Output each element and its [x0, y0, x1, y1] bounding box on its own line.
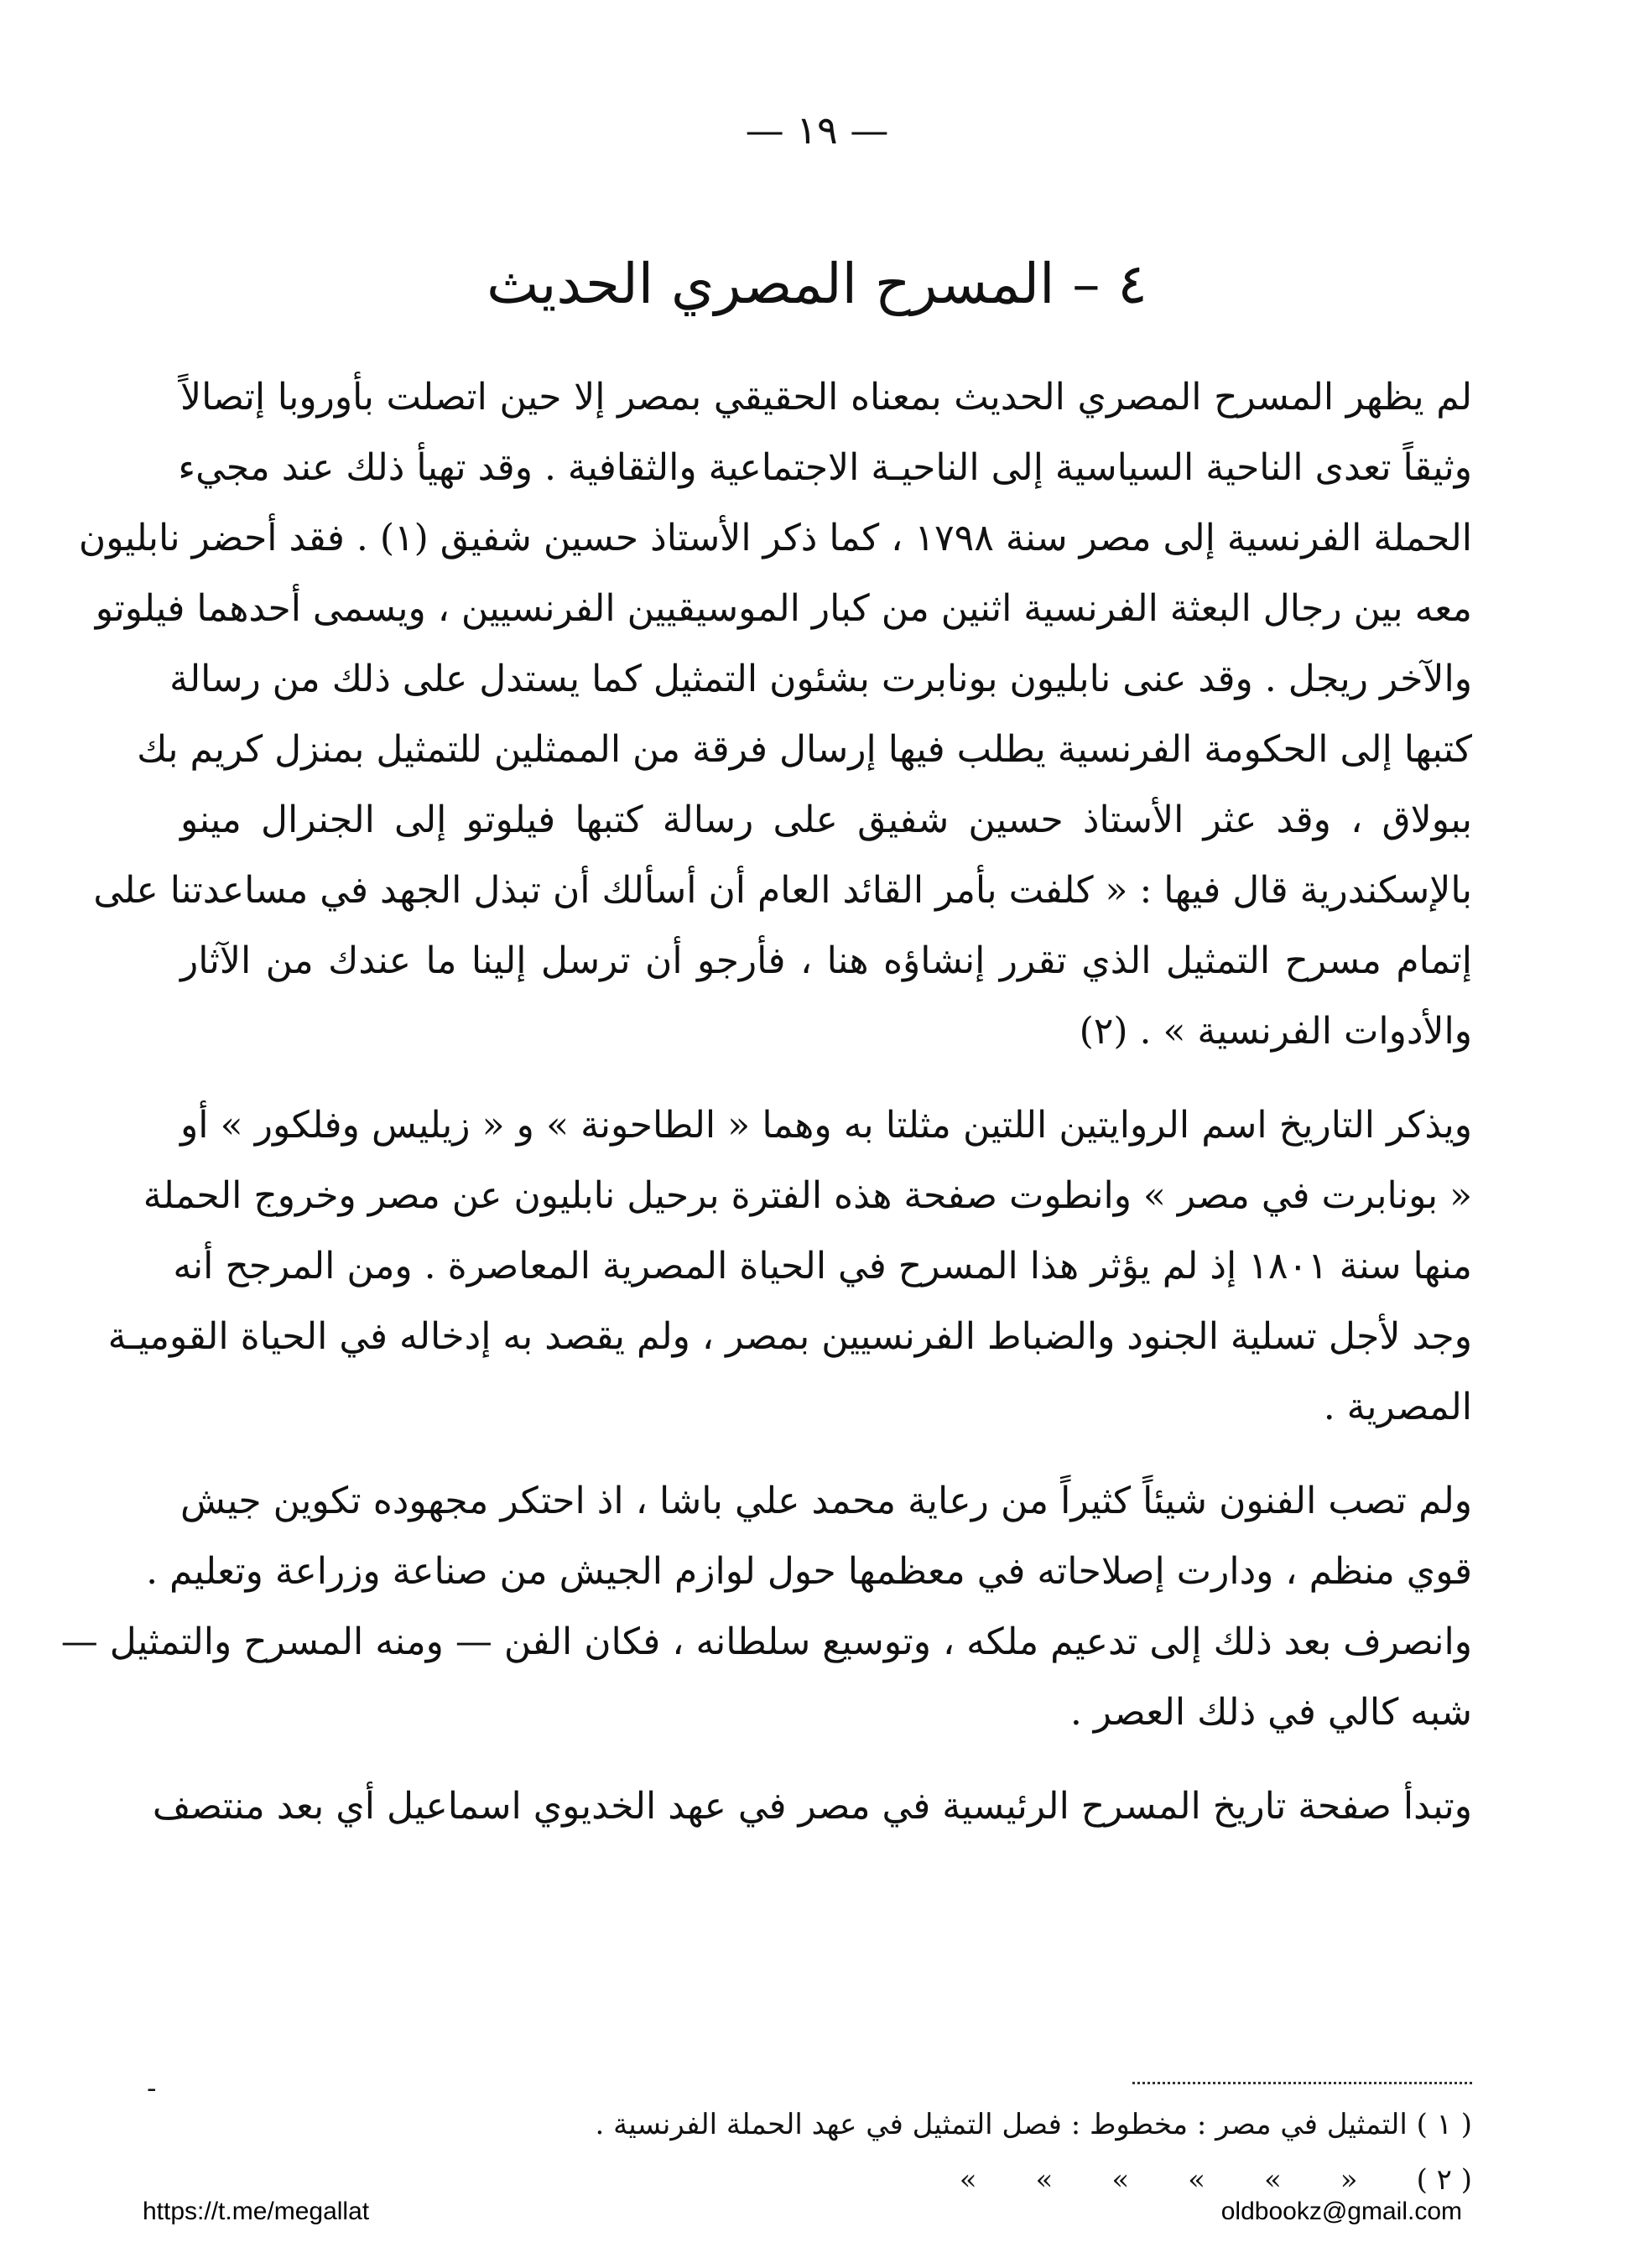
footer-email[interactable]: oldbookz@gmail.com: [1220, 2198, 1462, 2225]
text-line: ببولاق ، وقد عثر الأستاذ حسين شفيق على رسالة كتبها فيلوتو إلى الجنرال مينو: [180, 798, 1472, 841]
text-line: لم يظهر المسرح المصري الحديث بمعناه الحقيقي بمصر إلا حين اتصلت بأوروبا إتصالاً: [180, 376, 1472, 419]
ditto-mark: «: [1340, 2163, 1358, 2197]
margin-mark: -: [147, 2072, 157, 2105]
text-line: كتبها إلى الحكومة الفرنسية يطلب فيها إرسال فرقة من الممثلين للتمثيل بمنزل كريم بك: [137, 728, 1472, 771]
text-line: والأدوات الفرنسية » . (٢): [1079, 1010, 1472, 1053]
ditto-mark: »: [959, 2163, 977, 2197]
ditto-mark: »: [1188, 2163, 1205, 2197]
footnote-2-label: ( ٢ ): [1416, 2163, 1472, 2197]
text-line: وجد لأجل تسلية الجنود والضباط الفرنسيين بمصر ، ولم يقصد به إدخاله في الحياة القوميـة: [107, 1315, 1472, 1358]
text-line: « بونابرت في مصر » وانطوت صفحة هذه الفترة برحيل نابليون عن مصر وخروج الحملة: [143, 1174, 1472, 1217]
text-line: المصرية .: [1323, 1386, 1472, 1428]
text-line: ولم تصب الفنون شيئاً كثيراً من رعاية محمد علي باشا ، اذ احتكر مجهوده تكوين جيش: [180, 1480, 1473, 1522]
ditto-mark: »: [1035, 2163, 1054, 2197]
text-line: وتبدأ صفحة تاريخ المسرح الرئيسية في مصر في عهد الخديوي اسماعيل أي بعد منتصف: [152, 1785, 1472, 1828]
text-line: وثيقاً تعدى الناحية السياسية إلى الناحيـة الاجتماعية والثقافية . وقد تهيأ ذلك عند مجيء: [178, 446, 1472, 489]
ditto-mark: »: [1111, 2163, 1130, 2197]
paragraph-1: [78, 362, 1472, 1067]
text-line: معه بين رجال البعثة الفرنسية اثنين من كبار الموسيقيين الفرنسيين ، ويسمى أحدهما فيلوتو: [95, 587, 1472, 630]
text-line: بالإسكندرية قال فيها : « كلفت بأمر القائد العام أن أسألك أن تبذل الجهد في مساعدتنا على: [93, 869, 1472, 912]
text-line: وانصرف بعد ذلك إلى تدعيم ملكه ، وتوسيع سلطانه ، فكان الفن — ومنه المسرح والتمثيل —: [60, 1620, 1472, 1663]
text-line: إتمام مسرح التمثيل الذي تقرر إنشاؤه هنا ، فأرجو أن ترسل إلينا ما عندك من الآثار: [180, 939, 1472, 982]
footnotes: [587, 2097, 1472, 2208]
ditto-mark: »: [1263, 2163, 1282, 2197]
paragraph-4: [152, 1771, 1472, 1842]
page-number: — ١٩ —: [745, 107, 889, 153]
footnote-1: ( ١ ) التمثيل في مصر : مخطوط : فصل التمثيل في عهد الحملة الفرنسية .: [595, 2108, 1472, 2141]
footnote-separator: [1132, 2082, 1472, 2084]
footer-telegram-link[interactable]: https://t.me/megallat: [143, 2198, 370, 2225]
text-line: منها سنة ١٨٠١ إذ لم يؤثر هذا المسرح في الحياة المصرية المعاصرة . ومن المرجح أنه: [173, 1245, 1472, 1287]
text-line: شبه كالي في ذلك العصر .: [1069, 1691, 1472, 1734]
text-line: قوي منظم ، ودارت إصلاحاته في معظمها حول لوازم الجيش من صناعة وزراعة وتعليم .: [146, 1550, 1472, 1593]
body-text: [60, 362, 1473, 1865]
text-line: والآخر ريجل . وقد عنى نابليون بونابرت بشئون التمثيل كما يستدل على ذلك من رسالة: [169, 658, 1472, 700]
text-line: الحملة الفرنسية إلى مصر سنة ١٧٩٨ ، كما ذكر الأستاذ حسين شفيق (١) . فقد أحضر نابليون: [78, 517, 1472, 559]
chapter-title: ٤ – المسرح المصري الحديث: [487, 252, 1147, 316]
text-line: ويذكر التاريخ اسم الروايتين اللتين مثلتا به وهما « الطاحونة » و « زيليس وفلكور » أو: [180, 1104, 1472, 1147]
paragraph-2: [107, 1090, 1472, 1443]
paragraph-3: [60, 1466, 1473, 1748]
